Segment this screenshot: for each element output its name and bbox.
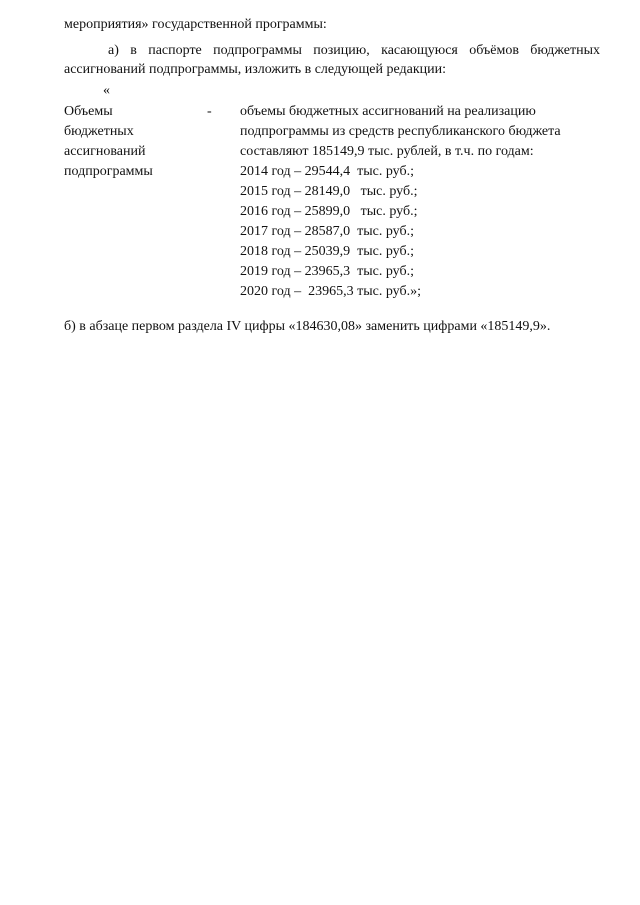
year-line-2020: 2020 год – 23965,3 тыс. руб.»;	[240, 284, 421, 299]
paragraph-b: б) в абзаце первом раздела IV цифры «184630,08» заменить цифрами «185149,9».	[64, 319, 551, 334]
intro-line: мероприятия» государственной программы:	[64, 17, 327, 32]
left-cell-line: бюджетных	[64, 124, 134, 139]
year-line-2018: 2018 год – 25039,9 тыс. руб.;	[240, 244, 414, 259]
right-cell-line: составляют 185149,9 тыс. рублей, в т.ч. по годам:	[240, 144, 534, 159]
opening-quote: «	[103, 83, 110, 98]
right-cell-line: подпрограммы из средств республиканского бюджета	[240, 124, 561, 139]
table-dash: -	[207, 104, 212, 119]
year-line-2017: 2017 год – 28587,0 тыс. руб.;	[240, 224, 414, 239]
left-cell-line: Объемы	[64, 104, 113, 119]
right-cell-line: объемы бюджетных ассигнований на реализацию	[240, 104, 536, 119]
paragraph-a-line-2: ассигнований подпрограммы, изложить в следующей редакции:	[64, 62, 447, 77]
table-left-column	[64, 102, 194, 182]
left-cell-line: ассигнований	[64, 144, 146, 159]
year-line-2016: 2016 год – 25899,0 тыс. руб.;	[240, 204, 418, 219]
year-line-2015: 2015 год – 28149,0 тыс. руб.;	[240, 184, 418, 199]
year-line-2014: 2014 год – 29544,4 тыс. руб.;	[240, 164, 414, 179]
paragraph-a-line-1: а) в паспорте подпрограммы позицию, касающуюся объёмов бюджетных	[108, 43, 600, 58]
left-cell-line: подпрограммы	[64, 164, 153, 179]
year-line-2019: 2019 год – 23965,3 тыс. руб.;	[240, 264, 414, 279]
table-right-column	[240, 102, 610, 302]
